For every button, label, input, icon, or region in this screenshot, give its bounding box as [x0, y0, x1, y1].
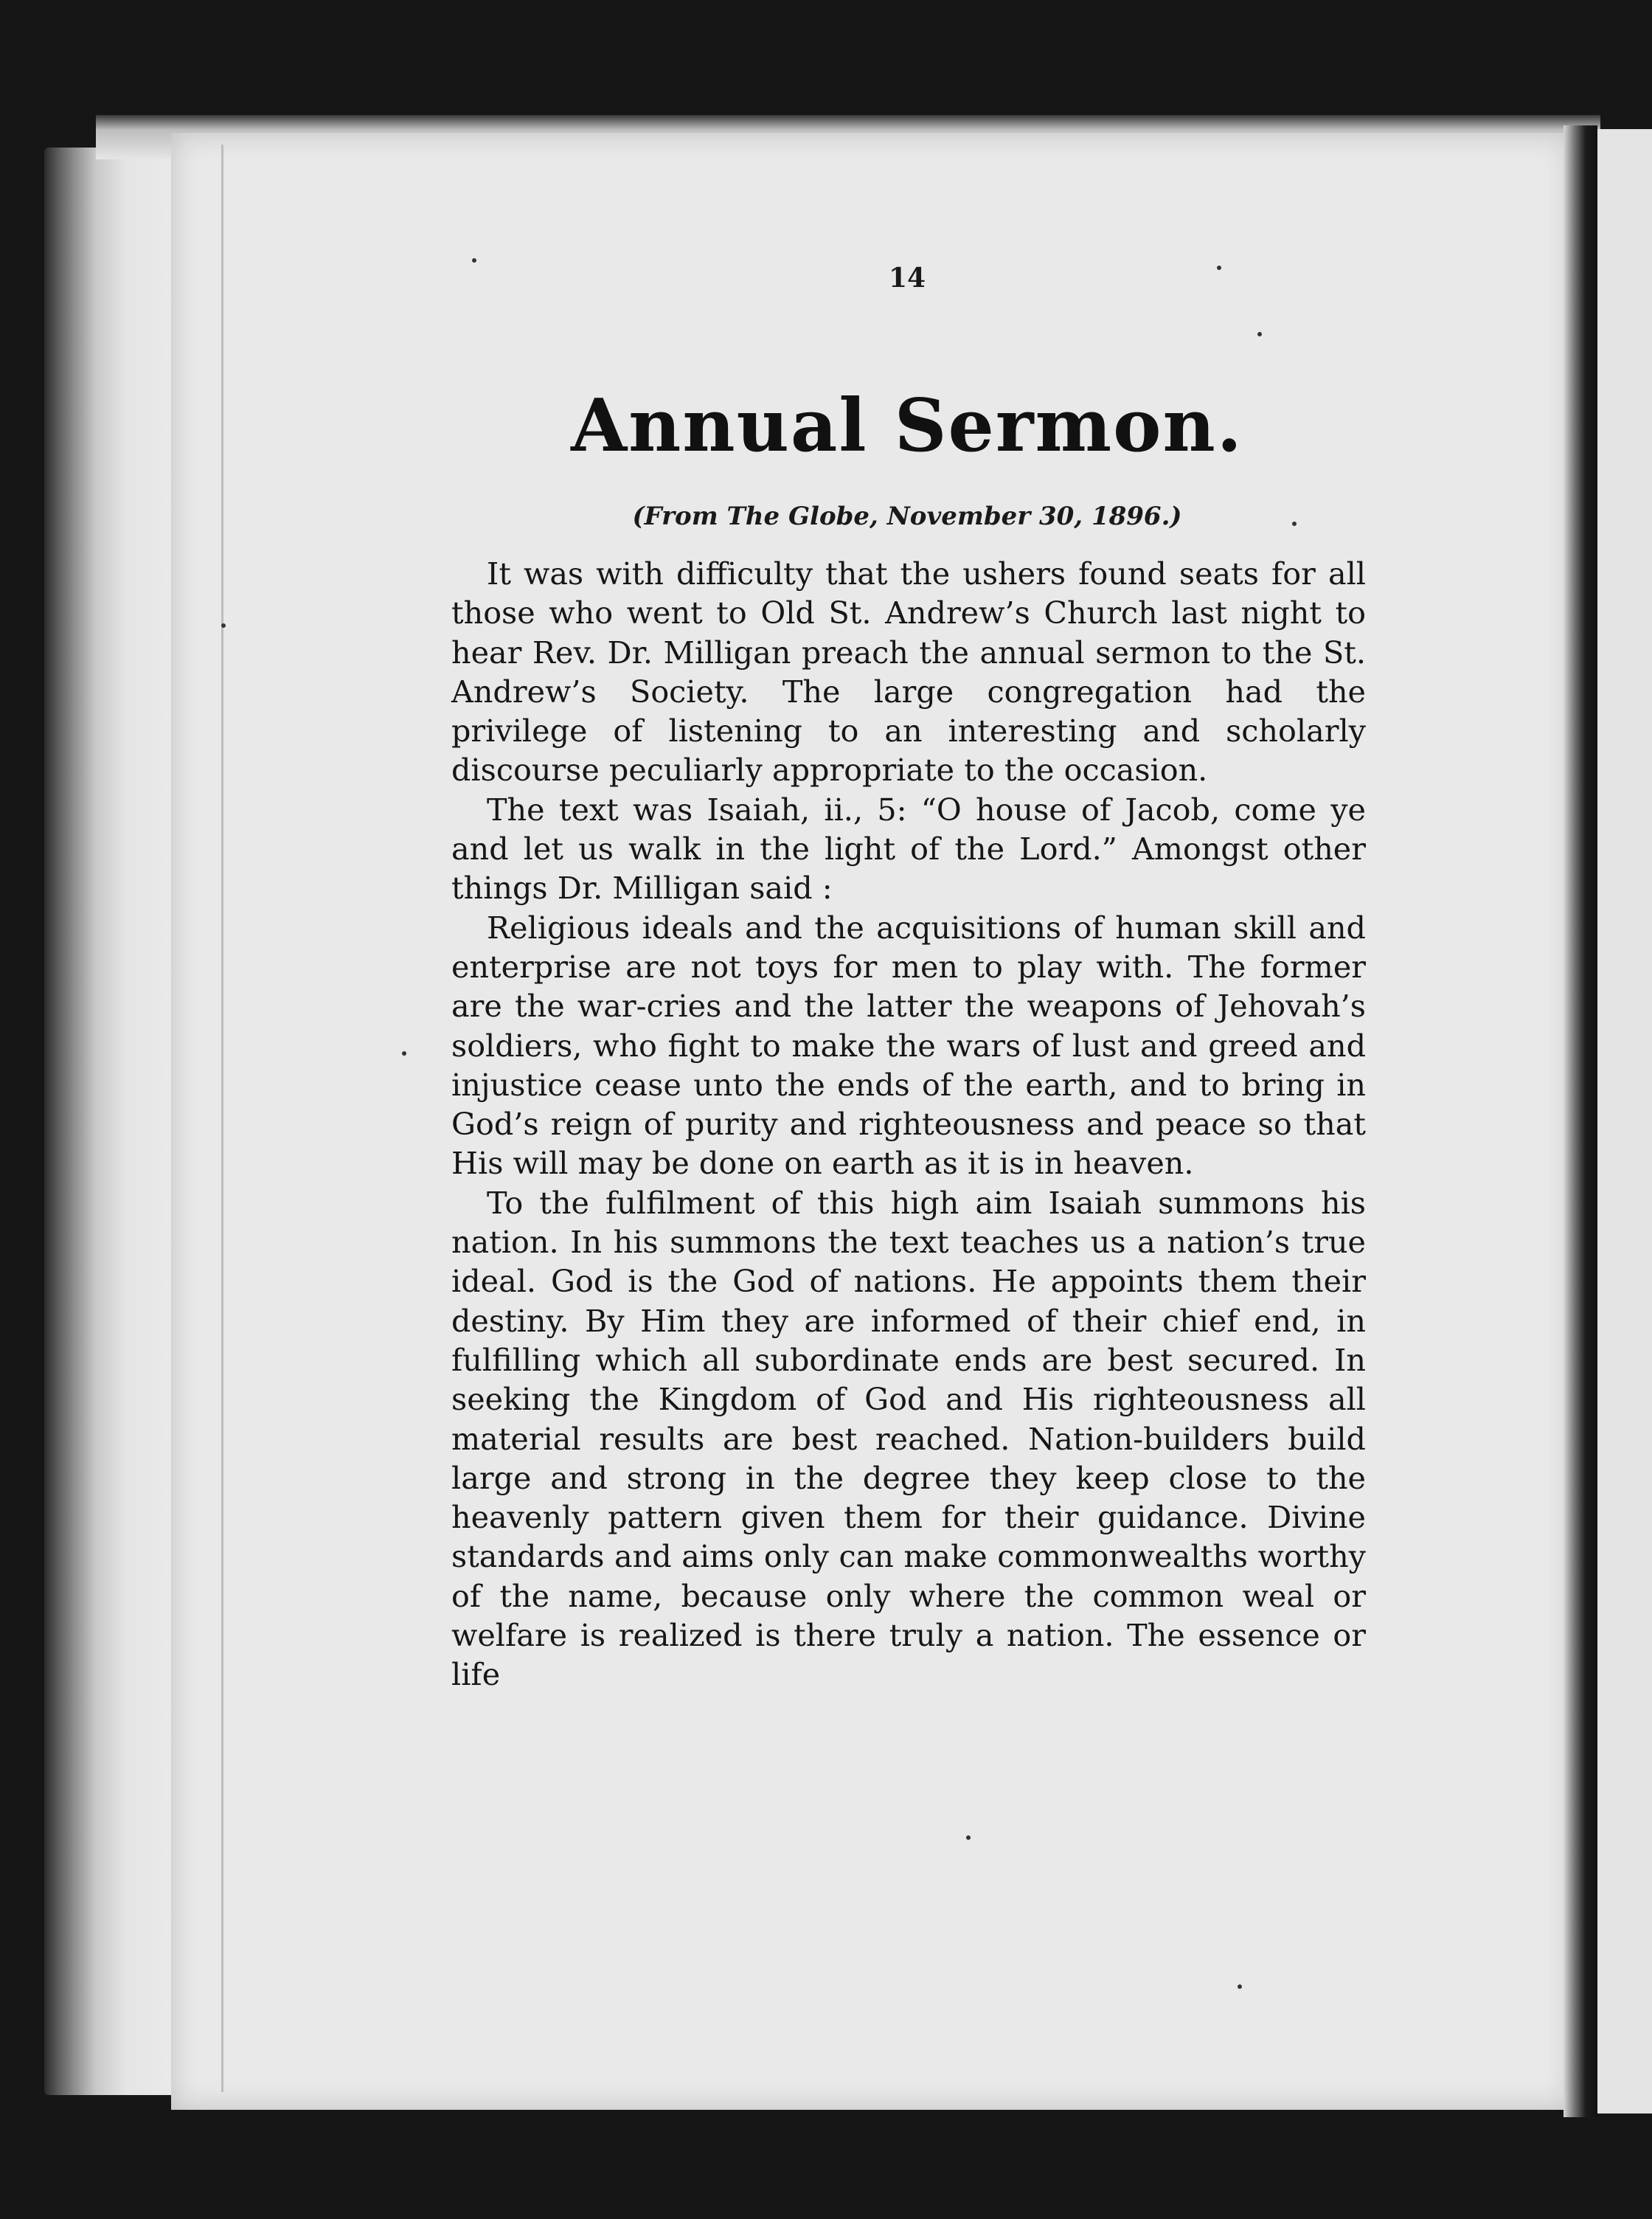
- dust-speck: [1238, 1984, 1242, 1989]
- book-binding-shadow: [1564, 125, 1597, 2117]
- page-number: 14: [888, 263, 926, 294]
- paragraph: To the fulfilment of this high aim Isaiah summons his nation. In his summons the text teaches us a nation’s true ideal. God is the God of nations. He appoints them their destiny. By Him they are informed of their chief end, in fulfilling which all subordinate ends are best secured. In seeking the Kingdom of God and His righteousness all material results are best reached. Nation-builders build large and strong in the degree they keep close to the heavenly pattern given them for their guidance. Divine standards and aims only can make commonwealths worthy of the name, because only where the common weal or welfare is realized is there truly a nation. The essence or life: [451, 1185, 1366, 1693]
- paragraph: The text was Isaiah, ii., 5: “O house of Jacob, come ye and let us walk in the light of the Lord.” Amongst other things Dr. Milligan said :: [451, 792, 1366, 907]
- paragraph: Religious ideals and the acquisitions of human skill and enterprise are not toys for men to play with. The former are the war-cries and the latter the weapons of Jehovah’s soldiers, who fight to make the wars of lust and greed and injustice cease unto the ends of the earth, and to bring in God’s reign of purity and righteousness and peace so that His will may be done on earth as it is in heaven.: [451, 910, 1366, 1182]
- dust-speck: [966, 1835, 971, 1840]
- facing-page-strip: [1597, 129, 1652, 2114]
- dust-speck: [402, 1051, 406, 1056]
- dust-speck: [472, 258, 476, 263]
- dust-speck: [1257, 332, 1262, 336]
- book-page-edges: [44, 148, 192, 2095]
- article-body: [451, 555, 1366, 1695]
- source-citation: (From The Globe, November 30, 1896.): [632, 502, 1182, 531]
- page-title: Annual Sermon.: [571, 384, 1243, 468]
- dust-speck: [221, 623, 226, 628]
- paragraph: It was with difficulty that the ushers found seats for all those who went to Old St. Andrew’s Church last night to hear Rev. Dr. Milligan preach the annual sermon to the St. Andrew’s Society. The large congregation had the privilege of listening to an interesting and scholarly discourse peculiarly appropriate to the occasion.: [451, 556, 1366, 789]
- dust-speck: [1292, 522, 1297, 526]
- dust-speck: [1217, 266, 1221, 270]
